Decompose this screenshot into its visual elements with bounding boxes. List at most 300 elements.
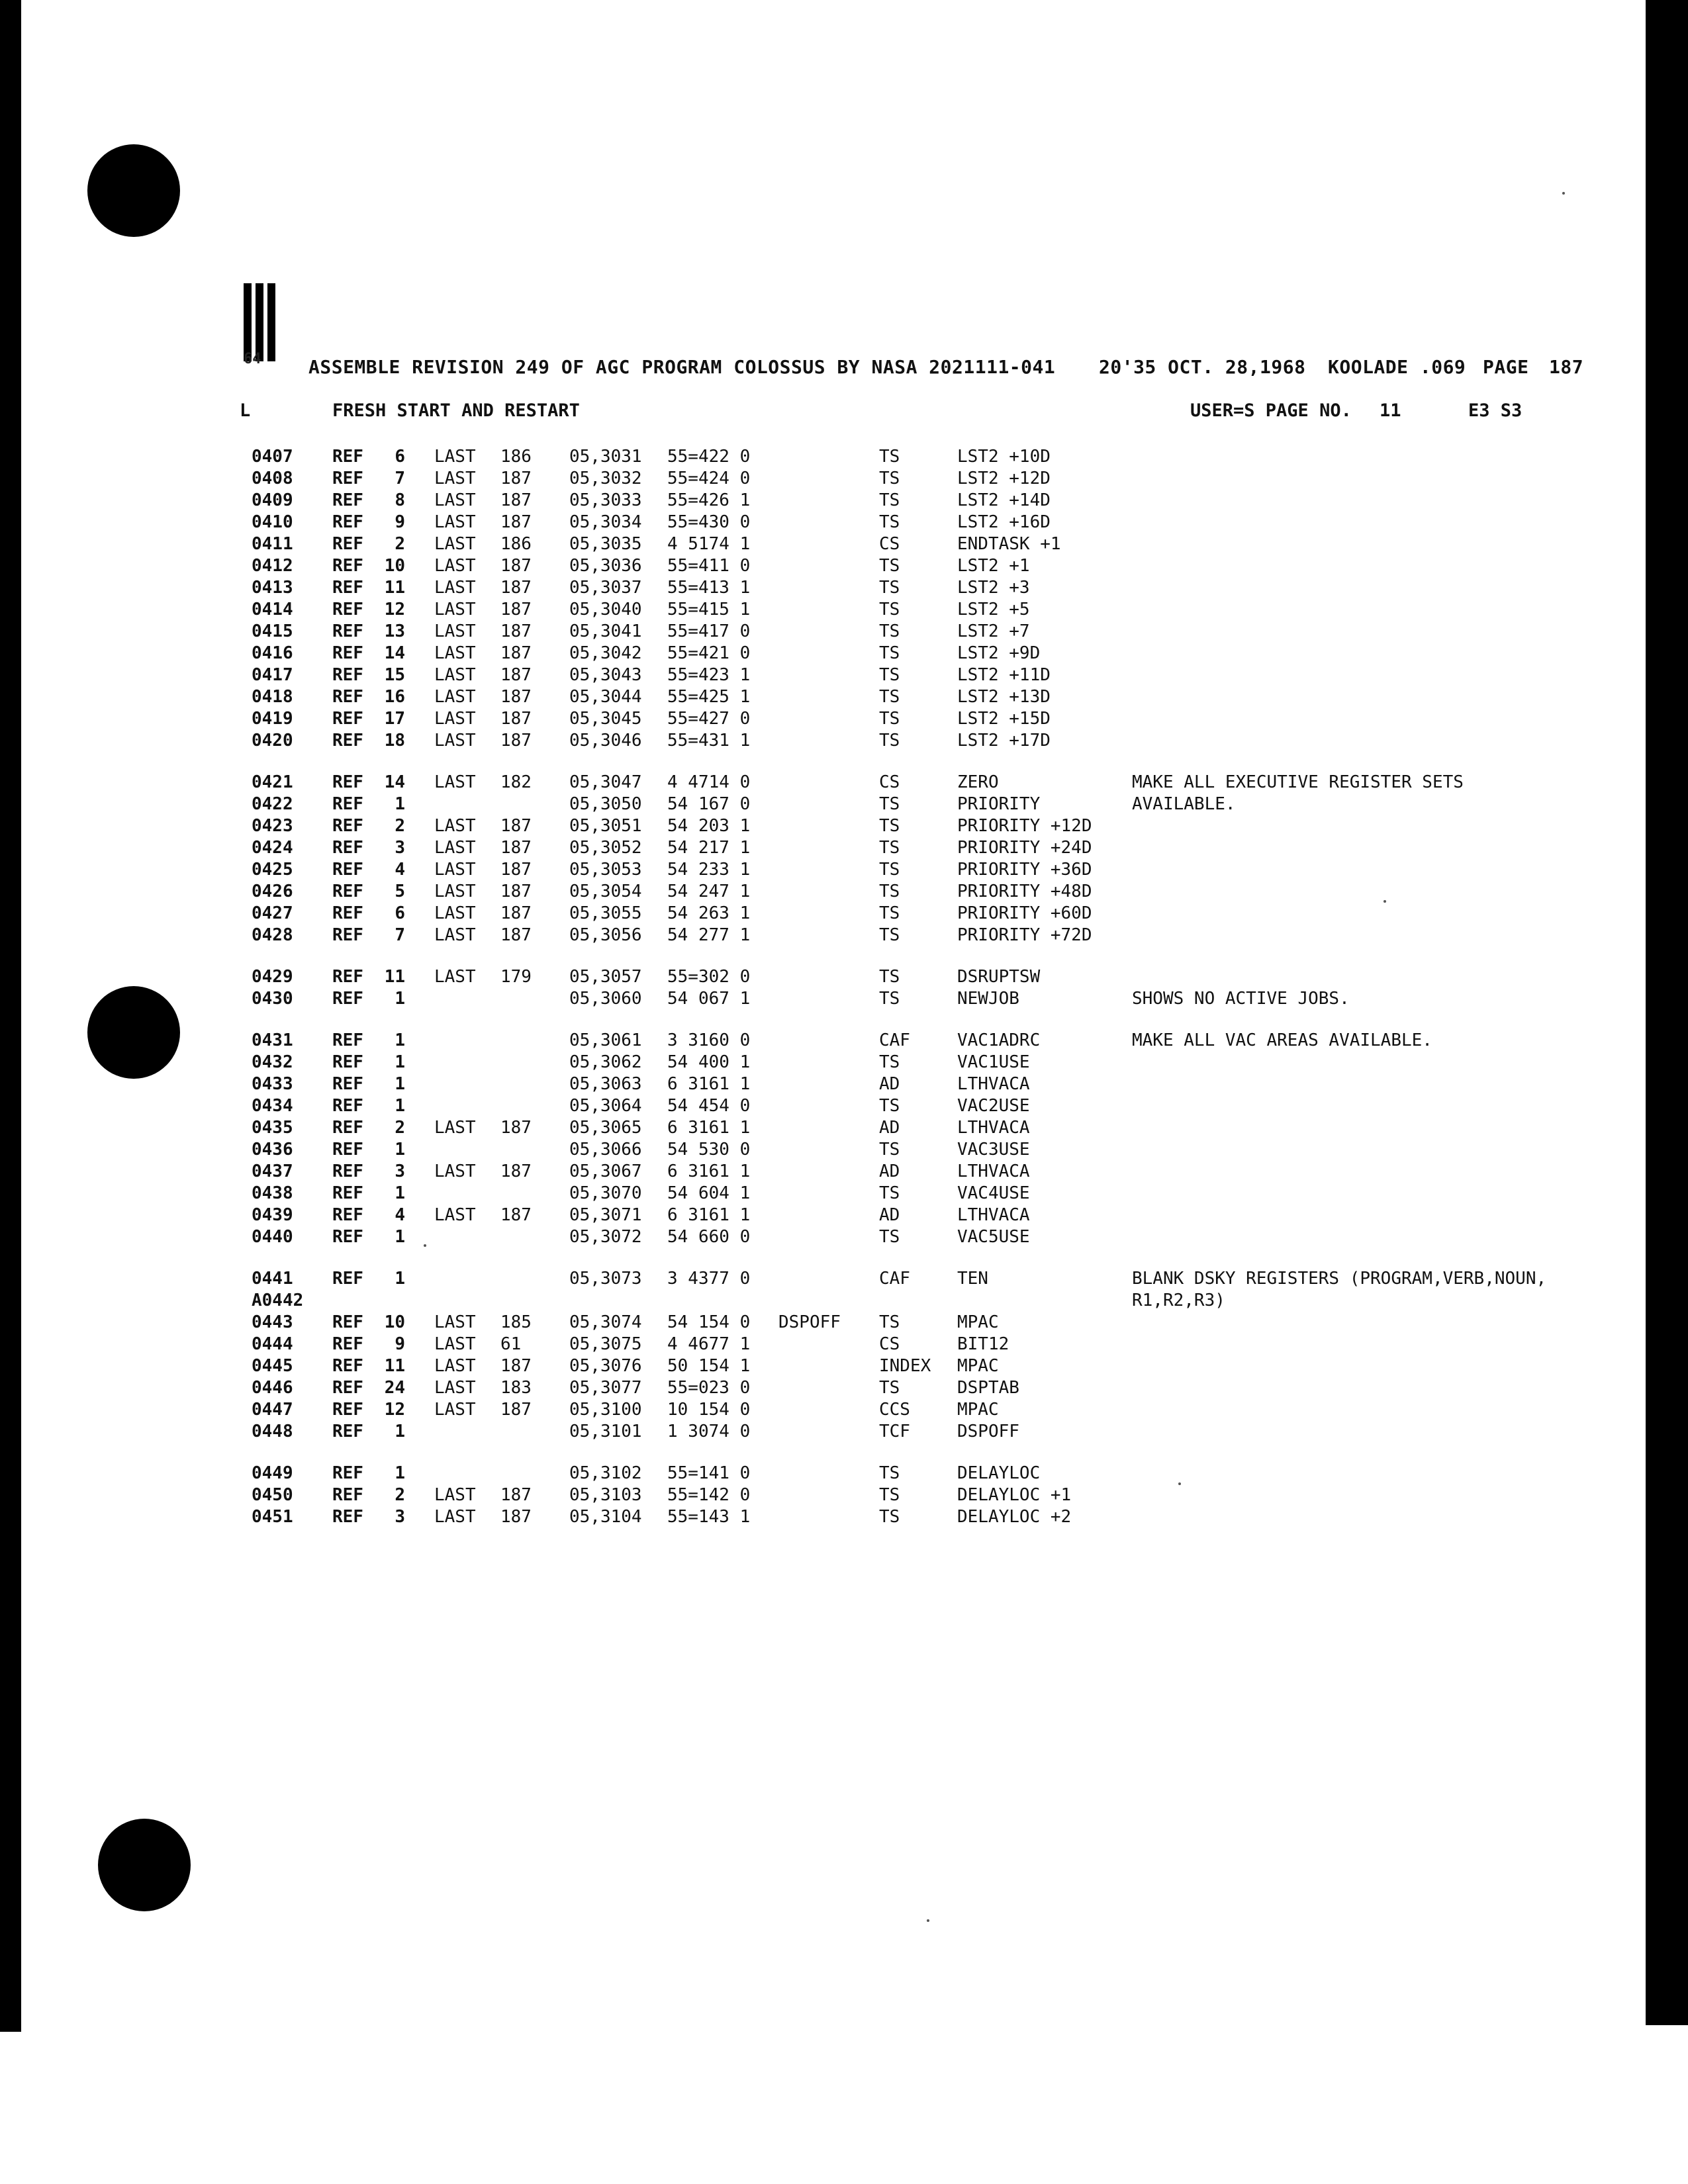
line-number: 0441 xyxy=(252,1269,293,1289)
last-page: 186 xyxy=(500,534,532,554)
address: 05,3033 xyxy=(569,490,642,510)
ref-count: 1 xyxy=(395,1227,405,1247)
comment: R1,R2,R3) xyxy=(1132,1291,1225,1310)
listing-row xyxy=(252,881,1589,903)
last-keyword: LAST xyxy=(434,838,476,858)
octal-code: 55=141 0 xyxy=(667,1463,751,1483)
last-page: 187 xyxy=(500,490,532,510)
address: 05,3072 xyxy=(569,1227,642,1247)
octal-code: 4 5174 1 xyxy=(667,534,751,554)
operand: LST2 +13D xyxy=(957,687,1051,707)
operand: TEN xyxy=(957,1269,988,1289)
operand: LTHVACA xyxy=(957,1161,1030,1181)
punch-hole-middle xyxy=(87,986,180,1079)
line-number: 0417 xyxy=(252,665,293,685)
operand: DSPOFF xyxy=(957,1422,1019,1441)
line-number: 0436 xyxy=(252,1140,293,1160)
ref-keyword: REF xyxy=(332,687,363,707)
operand: LTHVACA xyxy=(957,1205,1030,1225)
line-number: 0431 xyxy=(252,1030,293,1050)
listing-row xyxy=(252,512,1589,533)
line-number: 0407 xyxy=(252,447,293,467)
listing-row xyxy=(252,1183,1589,1205)
scan-speck xyxy=(424,1244,426,1247)
octal-code: 10 154 0 xyxy=(667,1400,751,1420)
line-number: 0427 xyxy=(252,903,293,923)
ref-count: 15 xyxy=(384,665,405,685)
operand: ENDTASK +1 xyxy=(957,534,1061,554)
punch-hole-top xyxy=(87,144,180,237)
last-page: 187 xyxy=(500,860,532,880)
address: 05,3063 xyxy=(569,1074,642,1094)
opcode: CAF xyxy=(879,1269,910,1289)
opcode: CS xyxy=(879,534,900,554)
operand: LST2 +16D xyxy=(957,512,1051,532)
ref-count: 1 xyxy=(395,1140,405,1160)
opcode: TS xyxy=(879,490,900,510)
octal-code: 54 400 1 xyxy=(667,1052,751,1072)
ref-count: 2 xyxy=(395,534,405,554)
octal-code: 55=142 0 xyxy=(667,1485,751,1505)
line-number: 0446 xyxy=(252,1378,293,1398)
ref-keyword: REF xyxy=(332,447,363,467)
opcode: TS xyxy=(879,1463,900,1483)
line-number: 0449 xyxy=(252,1463,293,1483)
ref-keyword: REF xyxy=(332,816,363,836)
octal-code: 55=431 1 xyxy=(667,731,751,751)
header-page-label: PAGE xyxy=(1483,356,1529,378)
octal-code: 55=427 0 xyxy=(667,709,751,729)
address: 05,3066 xyxy=(569,1140,642,1160)
opcode: TS xyxy=(879,687,900,707)
address: 05,3104 xyxy=(569,1507,642,1527)
address: 05,3055 xyxy=(569,903,642,923)
octal-code: 54 203 1 xyxy=(667,816,751,836)
address: 05,3053 xyxy=(569,860,642,880)
last-keyword: LAST xyxy=(434,578,476,598)
last-keyword: LAST xyxy=(434,772,476,792)
octal-code: 6 3161 1 xyxy=(667,1118,751,1138)
address: 05,3101 xyxy=(569,1422,642,1441)
last-page: 187 xyxy=(500,1356,532,1376)
line-number: 0415 xyxy=(252,621,293,641)
operand: LST2 +12D xyxy=(957,469,1051,488)
ref-count: 11 xyxy=(384,1356,405,1376)
address: 05,3065 xyxy=(569,1118,642,1138)
line-number: 0422 xyxy=(252,794,293,814)
section-codes: E3 S3 xyxy=(1468,400,1523,421)
last-keyword: LAST xyxy=(434,903,476,923)
opcode: TS xyxy=(879,643,900,663)
octal-code: 54 263 1 xyxy=(667,903,751,923)
operand: LST2 +9D xyxy=(957,643,1041,663)
punch-hole-bottom xyxy=(98,1819,191,1911)
line-number: 0432 xyxy=(252,1052,293,1072)
listing-row xyxy=(252,1139,1589,1161)
listing-row xyxy=(252,1073,1589,1095)
listing-row xyxy=(252,1334,1589,1355)
ref-count: 1 xyxy=(395,1096,405,1116)
opcode: CS xyxy=(879,772,900,792)
operand: VAC3USE xyxy=(957,1140,1030,1160)
last-keyword: LAST xyxy=(434,860,476,880)
ref-keyword: REF xyxy=(332,1205,363,1225)
octal-code: 50 154 1 xyxy=(667,1356,751,1376)
last-keyword: LAST xyxy=(434,556,476,576)
listing-row xyxy=(252,1290,1589,1312)
ref-count: 11 xyxy=(384,578,405,598)
assembly-listing xyxy=(252,446,1589,1528)
ref-count: 13 xyxy=(384,621,405,641)
ref-keyword: REF xyxy=(332,925,363,945)
listing-row xyxy=(252,1399,1589,1421)
page-stamp-number: 64 xyxy=(244,351,261,367)
ref-count: 2 xyxy=(395,816,405,836)
ref-keyword: REF xyxy=(332,490,363,510)
ref-count: 5 xyxy=(395,882,405,901)
ref-count: 2 xyxy=(395,1485,405,1505)
ref-keyword: REF xyxy=(332,1485,363,1505)
listing-row xyxy=(252,468,1589,490)
ref-count: 3 xyxy=(395,838,405,858)
listing-row xyxy=(252,1463,1589,1484)
opcode: TS xyxy=(879,989,900,1009)
ref-keyword: REF xyxy=(332,1140,363,1160)
ref-count: 1 xyxy=(395,1183,405,1203)
listing-row xyxy=(252,1161,1589,1183)
line-number: 0430 xyxy=(252,989,293,1009)
operand: LST2 +11D xyxy=(957,665,1051,685)
opcode: TS xyxy=(879,556,900,576)
ref-keyword: REF xyxy=(332,1074,363,1094)
opcode: CAF xyxy=(879,1030,910,1050)
address: 05,3040 xyxy=(569,600,642,619)
address: 05,3067 xyxy=(569,1161,642,1181)
opcode: AD xyxy=(879,1074,900,1094)
address: 05,3075 xyxy=(569,1334,642,1354)
ref-keyword: REF xyxy=(332,882,363,901)
ref-keyword: REF xyxy=(332,1183,363,1203)
line-number: 0425 xyxy=(252,860,293,880)
listing-row xyxy=(252,1226,1589,1248)
ref-count: 14 xyxy=(384,772,405,792)
last-keyword: LAST xyxy=(434,1378,476,1398)
ref-keyword: REF xyxy=(332,989,363,1009)
last-keyword: LAST xyxy=(434,447,476,467)
operand: MPAC xyxy=(957,1312,999,1332)
operand: PRIORITY +36D xyxy=(957,860,1092,880)
octal-code: 6 3161 1 xyxy=(667,1161,751,1181)
operand: LST2 +15D xyxy=(957,709,1051,729)
ref-count: 12 xyxy=(384,600,405,619)
header-datetime: 20'35 OCT. 28,1968 xyxy=(1099,356,1306,378)
line-number: 0421 xyxy=(252,772,293,792)
listing-row xyxy=(252,794,1589,815)
last-keyword: LAST xyxy=(434,1485,476,1505)
ref-count: 3 xyxy=(395,1507,405,1527)
operand: LST2 +3 xyxy=(957,578,1030,598)
address: 05,3070 xyxy=(569,1183,642,1203)
scan-border-right xyxy=(1646,0,1688,2025)
last-page: 187 xyxy=(500,903,532,923)
last-keyword: LAST xyxy=(434,600,476,619)
opcode: CS xyxy=(879,1334,900,1354)
address: 05,3056 xyxy=(569,925,642,945)
address: 05,3031 xyxy=(569,447,642,467)
listing-row xyxy=(252,1506,1589,1528)
listing-row xyxy=(252,664,1589,686)
opcode: TS xyxy=(879,731,900,751)
last-page: 187 xyxy=(500,512,532,532)
ref-count: 6 xyxy=(395,903,405,923)
listing-row xyxy=(252,815,1589,837)
line-number: 0450 xyxy=(252,1485,293,1505)
ref-count: 1 xyxy=(395,1074,405,1094)
operand: DSRUPTSW xyxy=(957,967,1041,987)
line-number: 0429 xyxy=(252,967,293,987)
opcode: TS xyxy=(879,1312,900,1332)
listing-row xyxy=(252,772,1589,794)
address: 05,3037 xyxy=(569,578,642,598)
last-keyword: LAST xyxy=(434,665,476,685)
listing-row xyxy=(252,577,1589,599)
address: 05,3043 xyxy=(569,665,642,685)
operand: PRIORITY +24D xyxy=(957,838,1092,858)
octal-code: 55=023 0 xyxy=(667,1378,751,1398)
listing-row xyxy=(252,1030,1589,1052)
last-page: 187 xyxy=(500,1507,532,1527)
ref-keyword: REF xyxy=(332,1378,363,1398)
listing-row xyxy=(252,555,1589,577)
octal-code: 55=302 0 xyxy=(667,967,751,987)
last-page: 186 xyxy=(500,447,532,467)
listing-row xyxy=(252,621,1589,643)
last-keyword: LAST xyxy=(434,731,476,751)
line-number: 0451 xyxy=(252,1507,293,1527)
last-keyword: LAST xyxy=(434,687,476,707)
opcode: TCF xyxy=(879,1422,910,1441)
address: 05,3054 xyxy=(569,882,642,901)
operand: LST2 +10D xyxy=(957,447,1051,467)
address: 05,3047 xyxy=(569,772,642,792)
opcode: TS xyxy=(879,665,900,685)
octal-code: 55=421 0 xyxy=(667,643,751,663)
operand: LTHVACA xyxy=(957,1118,1030,1138)
ref-keyword: REF xyxy=(332,794,363,814)
ref-keyword: REF xyxy=(332,903,363,923)
octal-code: 55=411 0 xyxy=(667,556,751,576)
opcode: TS xyxy=(879,578,900,598)
line-number: 0444 xyxy=(252,1334,293,1354)
ref-keyword: REF xyxy=(332,967,363,987)
ref-count: 10 xyxy=(384,1312,405,1332)
address: 05,3051 xyxy=(569,816,642,836)
listing-row xyxy=(252,1484,1589,1506)
listing-row xyxy=(252,686,1589,708)
operand: MPAC xyxy=(957,1400,999,1420)
last-page: 182 xyxy=(500,772,532,792)
assemble-title: ASSEMBLE REVISION 249 OF AGC PROGRAM COLOSSUS BY NASA 2021111-041 xyxy=(308,356,1056,378)
address: 05,3076 xyxy=(569,1356,642,1376)
line-number: 0411 xyxy=(252,534,293,554)
line-number: 0414 xyxy=(252,600,293,619)
octal-code: 55=430 0 xyxy=(667,512,751,532)
ref-count: 1 xyxy=(395,1030,405,1050)
operand: MPAC xyxy=(957,1356,999,1376)
last-keyword: LAST xyxy=(434,816,476,836)
opcode: TS xyxy=(879,925,900,945)
ref-keyword: REF xyxy=(332,1312,363,1332)
operand: DSPTAB xyxy=(957,1378,1019,1398)
ref-count: 16 xyxy=(384,687,405,707)
last-page: 187 xyxy=(500,1485,532,1505)
line-number: 0426 xyxy=(252,882,293,901)
ref-keyword: REF xyxy=(332,1030,363,1050)
ref-count: 1 xyxy=(395,989,405,1009)
last-page: 187 xyxy=(500,731,532,751)
ref-keyword: REF xyxy=(332,731,363,751)
octal-code: 55=425 1 xyxy=(667,687,751,707)
ref-keyword: REF xyxy=(332,1161,363,1181)
line-number: 0418 xyxy=(252,687,293,707)
line-number: 0447 xyxy=(252,1400,293,1420)
operand: PRIORITY xyxy=(957,794,1041,814)
last-keyword: LAST xyxy=(434,490,476,510)
octal-code: 54 660 0 xyxy=(667,1227,751,1247)
ref-keyword: REF xyxy=(332,860,363,880)
line-number: 0423 xyxy=(252,816,293,836)
ref-keyword: REF xyxy=(332,1227,363,1247)
comment: MAKE ALL VAC AREAS AVAILABLE. xyxy=(1132,1030,1432,1050)
scan-speck xyxy=(1383,900,1386,903)
ref-keyword: REF xyxy=(332,772,363,792)
address: 05,3071 xyxy=(569,1205,642,1225)
octal-code: 1 3074 0 xyxy=(667,1422,751,1441)
last-keyword: LAST xyxy=(434,1356,476,1376)
operand: DELAYLOC xyxy=(957,1463,1041,1483)
address: 05,3073 xyxy=(569,1269,642,1289)
scan-speck xyxy=(1562,192,1565,195)
octal-code: 6 3161 1 xyxy=(667,1205,751,1225)
octal-code: 54 154 0 xyxy=(667,1312,751,1332)
ref-count: 6 xyxy=(395,447,405,467)
address: 05,3035 xyxy=(569,534,642,554)
address: 05,3100 xyxy=(569,1400,642,1420)
octal-code: 55=417 0 xyxy=(667,621,751,641)
last-keyword: LAST xyxy=(434,709,476,729)
ref-count: 9 xyxy=(395,512,405,532)
listing-row xyxy=(252,533,1589,555)
last-page: 187 xyxy=(500,643,532,663)
last-keyword: LAST xyxy=(434,1507,476,1527)
ref-count: 3 xyxy=(395,1161,405,1181)
ref-count: 14 xyxy=(384,643,405,663)
ref-keyword: REF xyxy=(332,600,363,619)
octal-code: 54 247 1 xyxy=(667,882,751,901)
last-keyword: LAST xyxy=(434,967,476,987)
operand: BIT12 xyxy=(957,1334,1009,1354)
section-title: FRESH START AND RESTART xyxy=(332,400,580,421)
address: 05,3103 xyxy=(569,1485,642,1505)
line-number: 0435 xyxy=(252,1118,293,1138)
users-page-number: 11 xyxy=(1380,400,1401,421)
operand: PRIORITY +12D xyxy=(957,816,1092,836)
listing-row xyxy=(252,599,1589,621)
listing-row xyxy=(252,925,1589,946)
ref-count: 2 xyxy=(395,1118,405,1138)
listing-row xyxy=(252,446,1589,468)
ref-count: 7 xyxy=(395,925,405,945)
octal-code: 54 217 1 xyxy=(667,838,751,858)
octal-code: 55=424 0 xyxy=(667,469,751,488)
listing-row xyxy=(252,1095,1589,1117)
listing-row xyxy=(252,1117,1589,1139)
line-number: 0413 xyxy=(252,578,293,598)
comment: BLANK DSKY REGISTERS (PROGRAM,VERB,NOUN, xyxy=(1132,1269,1547,1289)
last-keyword: LAST xyxy=(434,534,476,554)
address: 05,3032 xyxy=(569,469,642,488)
symbol-label: DSPOFF xyxy=(778,1312,841,1332)
ref-count: 1 xyxy=(395,1463,405,1483)
address: 05,3064 xyxy=(569,1096,642,1116)
ref-count: 8 xyxy=(395,490,405,510)
ref-count: 18 xyxy=(384,731,405,751)
operand: VAC1USE xyxy=(957,1052,1030,1072)
opcode: TS xyxy=(879,1140,900,1160)
opcode: TS xyxy=(879,447,900,467)
last-keyword: LAST xyxy=(434,1334,476,1354)
address: 05,3102 xyxy=(569,1463,642,1483)
ref-keyword: REF xyxy=(332,665,363,685)
line-number: 0434 xyxy=(252,1096,293,1116)
ref-keyword: REF xyxy=(332,1269,363,1289)
octal-code: 6 3161 1 xyxy=(667,1074,751,1094)
opcode: TS xyxy=(879,1227,900,1247)
ref-count: 4 xyxy=(395,860,405,880)
octal-code: 54 167 0 xyxy=(667,794,751,814)
last-page: 187 xyxy=(500,600,532,619)
ref-keyword: REF xyxy=(332,1422,363,1441)
last-page: 187 xyxy=(500,621,532,641)
octal-code: 54 277 1 xyxy=(667,925,751,945)
last-keyword: LAST xyxy=(434,621,476,641)
octal-code: 4 4677 1 xyxy=(667,1334,751,1354)
operand: VAC1ADRC xyxy=(957,1030,1041,1050)
opcode: AD xyxy=(879,1118,900,1138)
last-keyword: LAST xyxy=(434,1161,476,1181)
scan-speck xyxy=(927,1919,929,1922)
ref-keyword: REF xyxy=(332,643,363,663)
operand: LTHVACA xyxy=(957,1074,1030,1094)
opcode: AD xyxy=(879,1161,900,1181)
listing-row xyxy=(252,643,1589,664)
opcode: TS xyxy=(879,860,900,880)
last-page: 187 xyxy=(500,838,532,858)
ref-count: 1 xyxy=(395,1269,405,1289)
listing-row xyxy=(252,837,1589,859)
operand: LST2 +17D xyxy=(957,731,1051,751)
listing-row xyxy=(252,1421,1589,1443)
address: 05,3061 xyxy=(569,1030,642,1050)
address: 05,3074 xyxy=(569,1312,642,1332)
operand: VAC4USE xyxy=(957,1183,1030,1203)
last-page: 187 xyxy=(500,1205,532,1225)
address: 05,3050 xyxy=(569,794,642,814)
octal-code: 3 4377 0 xyxy=(667,1269,751,1289)
opcode: AD xyxy=(879,1205,900,1225)
address: 05,3034 xyxy=(569,512,642,532)
opcode: TS xyxy=(879,967,900,987)
